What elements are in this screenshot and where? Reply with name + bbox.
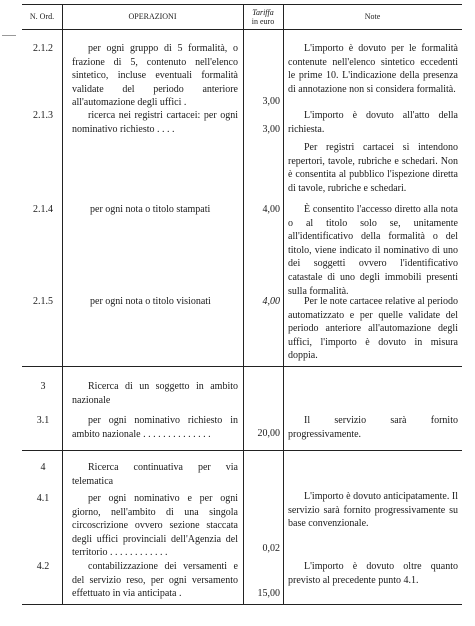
table-bottom-rule (22, 604, 462, 605)
row-number: 3.1 (36, 415, 50, 426)
row-operation: ricerca nei registri cartacei: per ogni nominativo richiesto . . . . (72, 110, 238, 135)
header-rate-1: Tariffa (252, 8, 274, 17)
row-rate: 4,00 (262, 296, 280, 307)
row-number: 2.1.5 (33, 296, 53, 307)
row-operation: per ogni nota o titolo stampati (90, 204, 211, 215)
row-note-extra: Per registri cartacei si intendono repertori, tavole, rubriche e schedari. Non è consentita al pubblico l'ispezione diretta di tavole, rubriche e schedari. (288, 142, 458, 194)
section-number: 4 (40, 462, 46, 473)
margin-mark (2, 35, 16, 36)
row-number: 2.1.2 (33, 43, 53, 54)
row-note: L'importo è dovuto per le formalità contenute nell'elenco sintetico eccedenti le prime 10. L'indicazione della presenza di annotazione non si considera formalità. (288, 43, 458, 95)
row-number: 4.1 (36, 493, 50, 504)
section-number: 3 (40, 381, 46, 392)
row-note: Il servizio sarà fornito progressivamente. (288, 415, 458, 440)
row-rate: 15,00 (257, 588, 280, 599)
section-rule-1 (22, 366, 462, 367)
row-operation: per ogni nominativo e per ogni giorno, nell'ambito di una singola circoscrizione ovvero sezione staccata degli uffici provinciali dell'Agenzia del territorio . . . . . . . . . . . . (72, 493, 238, 559)
row-number: 4.2 (36, 561, 50, 572)
row-operation: contabilizzazione dei versamenti e del servizio reso, per ogni versamento effettuato in via anticipata . (72, 561, 238, 600)
table-top-rule (22, 4, 462, 5)
row-number: 2.1.3 (33, 110, 53, 121)
section-title: Ricerca di un soggetto in ambito nazionale (72, 381, 238, 406)
header-notes: Note (364, 12, 381, 21)
col-rule-3 (283, 4, 284, 604)
row-rate: 0,02 (262, 543, 280, 554)
row-rate: 4,00 (262, 204, 280, 215)
row-note: Per le note cartacee relative al periodo automatizzato e per quelle validate del periodo anteriore all'automazione degli uffici, l'importo è dovuto in misura doppia. (288, 296, 458, 362)
row-operation: per ogni gruppo di 5 formalità, o frazione di 5, contenuto nell'elenco sintetico, incluse eventuali formalità validate del periodo anteriore all'automazione degli uffici . (72, 43, 238, 109)
section-title: Ricerca continuativa per via telematica (72, 462, 238, 487)
row-note: L'importo è dovuto anticipatamente. Il servizio sarà fornito progressivamente su base convenzionale. (288, 491, 458, 530)
row-number: 2.1.4 (33, 204, 53, 215)
section-rule-2 (22, 450, 462, 451)
header-rule (22, 29, 462, 30)
row-rate: 3,00 (262, 96, 280, 107)
header-num: N. Ord. (29, 12, 55, 21)
header-operations: OPERAZIONI (128, 12, 177, 21)
row-rate: 3,00 (262, 124, 280, 135)
row-operation: per ogni nota o titolo visionati (90, 296, 211, 307)
row-note: L'importo è dovuto oltre quanto previsto al precedente punto 4.1. (288, 561, 458, 586)
header-rate-2: in euro (251, 17, 275, 26)
row-rate: 20,00 (257, 428, 280, 439)
row-operation: per ogni nominativo richiesto in ambito nazionale . . . . . . . . . . . . . . (72, 415, 238, 440)
row-note: L'importo è dovuto all'atto della richiesta. (288, 110, 458, 135)
row-note: È consentito l'accesso diretto alla nota o al titolo solo se, unitamente all'identificativo della formalità o del titolo, viene indicato il nominativo di uno dei soggetti ovvero l'identificativo catastale di uno degli immobili presenti sulla formalità. (288, 204, 458, 297)
col-rule-1 (62, 4, 63, 604)
